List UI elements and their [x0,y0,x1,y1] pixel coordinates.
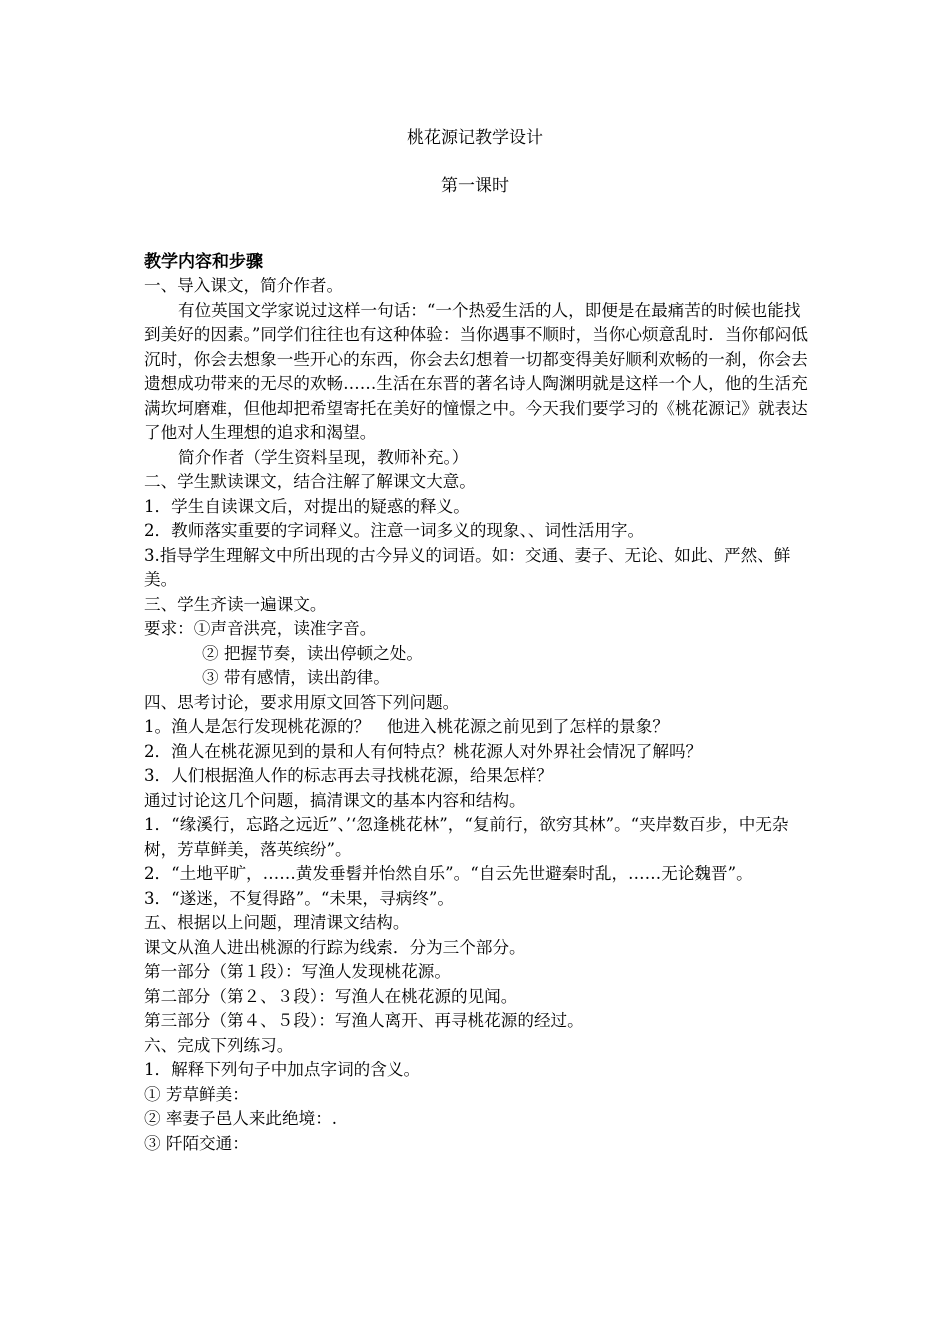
paragraph: 第二部分（第２、３段）：写渔人在桃花源的见闻。 [144,986,518,1006]
paragraph: 二、学生默读课文，结合注解了解课文大意。 [144,472,476,491]
section-heading: 教学内容和步骤 [144,252,263,272]
paragraph: 通过讨论这几个问题，搞清课文的基本内容和结构。 [144,790,526,810]
paragraph: 3.指导学生理解文中所出现的古今异义的词语。如：交通、妻子、无论、如此、严然、鲜美。 [144,545,791,589]
paragraph: ① 芳草鲜美： [144,1084,249,1104]
paragraph: 3．“遂迷，不复得路”。“未果，寻病终”。 [144,888,454,908]
paragraph: 课文从渔人进出桃源的行踪为线索．分为三个部分。 [144,937,526,957]
paragraph: 有位英国文学家说过这样一句话：“一个热爱生活的人，即便是在最痛苦的时候也能找到美好的因素。”同学们往往也有这种体验：当你遇事不顺时，当你心烦意乱时．当你郁闷低沉时，你会去想象一些开心的东西，你会去幻想着一切都变得美好顺利欢畅的一刹，你会去遗想成功带来的无尽的欢畅……生活在东晋的著名诗人陶渊明就是这样一个人，他的生活充满坎坷磨难，但他却把希望寄托在美好的憧憬之中。今天我们要学习的《桃花源记》就表达了他对人生理想的追求和渴望。 [144,300,808,442]
paragraph: 六、完成下列练习。 [144,1035,294,1055]
paragraph: ③ 带有感情，读出韵律。 [202,668,390,687]
paragraph: 要求：①声音洪亮，读准字音。 [144,619,377,638]
paragraph: 四、思考讨论，要求用原文回答下列问题。 [144,692,460,712]
paragraph: 五、根据以上问题，理清课文结构。 [144,913,410,932]
document-body [144,274,808,1156]
paragraph: 1．学生自读课文后，对提出的疑惑的释义。 [144,496,470,516]
paragraph: 三、学生齐读一遍课文。 [144,594,327,614]
lesson-subtitle: 第一课时 [441,176,509,196]
paragraph: 第三部分（第４、５段）：写渔人离开、再寻桃花源的经过。 [144,1011,584,1030]
paragraph: ② 把握节奏，读出停顿之处。 [202,643,423,663]
paragraph: 2．渔人在桃花源见到的景和人有何特点？桃花源人对外界社会情况了解吗？ [144,741,703,761]
paragraph: 一、导入课文，简介作者。 [144,276,344,295]
paragraph: 2．“土地平旷，……黄发垂髫并怡然自乐”。“自云先世避秦时乱，……无论魏晋”。 [144,864,753,883]
document-title: 桃花源记教学设计 [407,128,543,148]
paragraph: 第一部分（第１段）：写渔人发现桃花源。 [144,962,451,981]
paragraph: ③ 阡陌交通： [144,1133,249,1153]
paragraph: 简介作者（学生资料呈现，教师补充。） [178,447,469,467]
paragraph: 1．“缘溪行，忘路之远近”、’‘忽逢桃花林”，“复前行，欲穷其林”。“夹岸数百步，中无杂树，芳草鲜美，落英缤纷”。 [144,815,789,859]
paragraph: 3．人们根据渔人作的标志再去寻找桃花源，给果怎样？ [144,766,553,785]
paragraph: 2．教师落实重要的字词释义。注意一词多义的现象、、词性活用字。 [144,521,645,540]
paragraph: 1．解释下列句子中加点字词的含义。 [144,1060,421,1079]
paragraph: 1。渔人是怎行发现桃花源的？ 他进入桃花源之前见到了怎样的景象？ [144,717,669,736]
paragraph: ② 率妻子邑人来此绝境：. [144,1109,338,1128]
